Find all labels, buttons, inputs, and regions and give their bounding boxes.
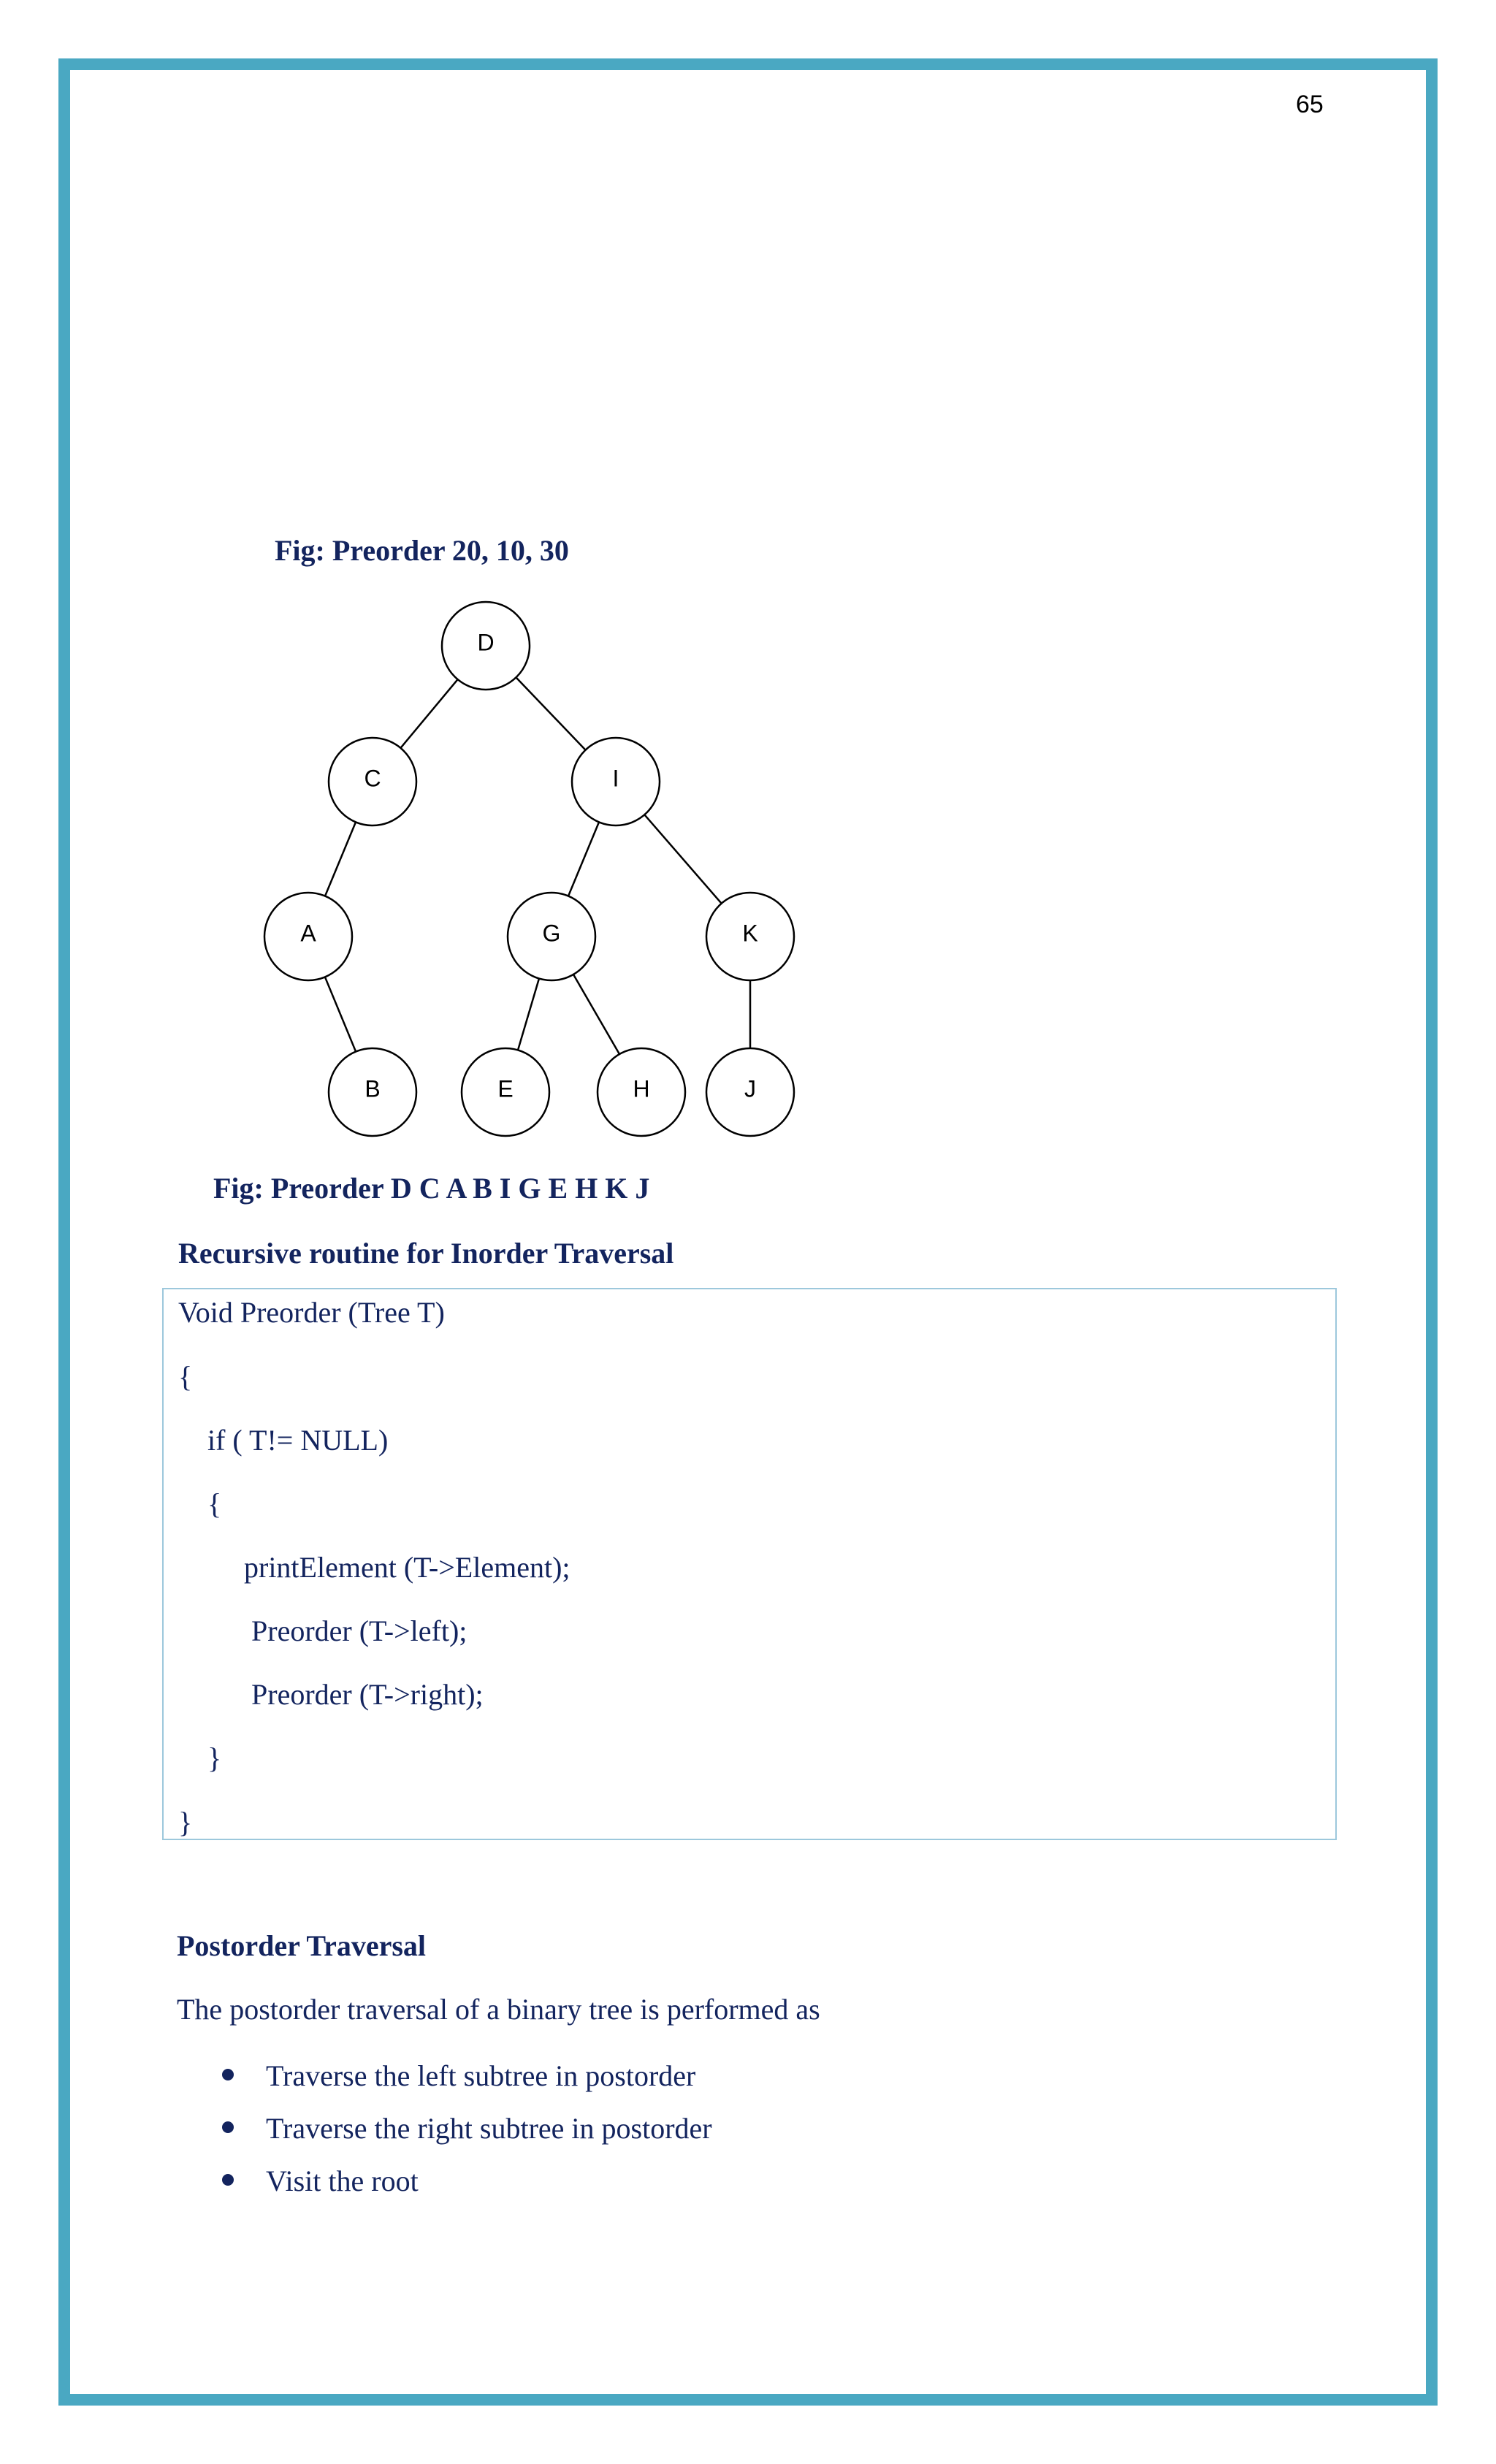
code-block: [162, 1288, 1337, 1840]
tree-edge-C-A: [325, 822, 356, 896]
binary-tree-diagram: [248, 599, 818, 1154]
code-line: {: [207, 1487, 222, 1520]
tree-node-K: [706, 893, 794, 980]
code-line: }: [178, 1806, 193, 1839]
list-item-text: Traverse the right subtree in postorder: [266, 2112, 712, 2145]
tree-node-C: [329, 738, 416, 825]
page-border: [58, 58, 1438, 2406]
tree-node-label: H: [633, 1075, 650, 1102]
list-item-text: Visit the root: [266, 2164, 419, 2197]
code-line: Preorder (T->left);: [251, 1614, 468, 1647]
tree-edge-D-C: [400, 679, 457, 748]
tree-node-label: C: [364, 765, 381, 792]
code-line: printElement (T->Element);: [244, 1551, 570, 1584]
postorder-heading: Postorder Traversal: [177, 1929, 427, 1962]
bullet-icon: [222, 2174, 234, 2186]
tree-node-I: [572, 738, 660, 825]
tree-edge-I-K: [644, 815, 721, 903]
tree-node-label: I: [612, 765, 619, 792]
tree-node-B: [329, 1048, 416, 1136]
code-line: Preorder (T->right);: [251, 1678, 484, 1711]
tree-edge-I-G: [568, 822, 599, 896]
tree-edge-G-H: [573, 974, 619, 1054]
tree-node-label: J: [744, 1075, 756, 1102]
code-line: Void Preorder (Tree T): [178, 1296, 445, 1329]
list-item-text: Traverse the left subtree in postorder: [266, 2059, 696, 2092]
page-number: 65: [1296, 91, 1324, 118]
tree-node-label: A: [300, 920, 316, 947]
code-line: {: [178, 1360, 193, 1393]
tree-edge-G-E: [518, 979, 539, 1050]
tree-edge-A-B: [325, 977, 356, 1051]
tree-node-label: E: [497, 1075, 514, 1102]
inorder-heading: Recursive routine for Inorder Traversal: [178, 1237, 674, 1270]
tree-node-E: [462, 1048, 549, 1136]
postorder-intro: The postorder traversal of a binary tree is performed as: [177, 1993, 820, 2026]
figure1-caption: Fig: Preorder 20, 10, 30: [275, 534, 569, 567]
tree-nodes: [264, 602, 794, 1136]
tree-node-G: [508, 893, 595, 980]
tree-node-label: D: [477, 629, 495, 656]
tree-node-A: [264, 893, 352, 980]
tree-node-H: [598, 1048, 685, 1136]
tree-node-D: [442, 602, 530, 690]
tree-edges: [325, 677, 750, 1054]
code-line: }: [207, 1742, 222, 1774]
tree-node-label: K: [742, 920, 758, 947]
tree-node-J: [706, 1048, 794, 1136]
code-line: if ( T!= NULL): [207, 1424, 389, 1457]
figure2-caption: Fig: Preorder D C A B I G E H K J: [213, 1172, 650, 1205]
bullet-icon: [222, 2121, 234, 2133]
tree-node-label: G: [542, 920, 561, 947]
tree-edge-D-I: [516, 677, 585, 750]
bullet-icon: [222, 2069, 234, 2080]
tree-node-label: B: [365, 1075, 381, 1102]
